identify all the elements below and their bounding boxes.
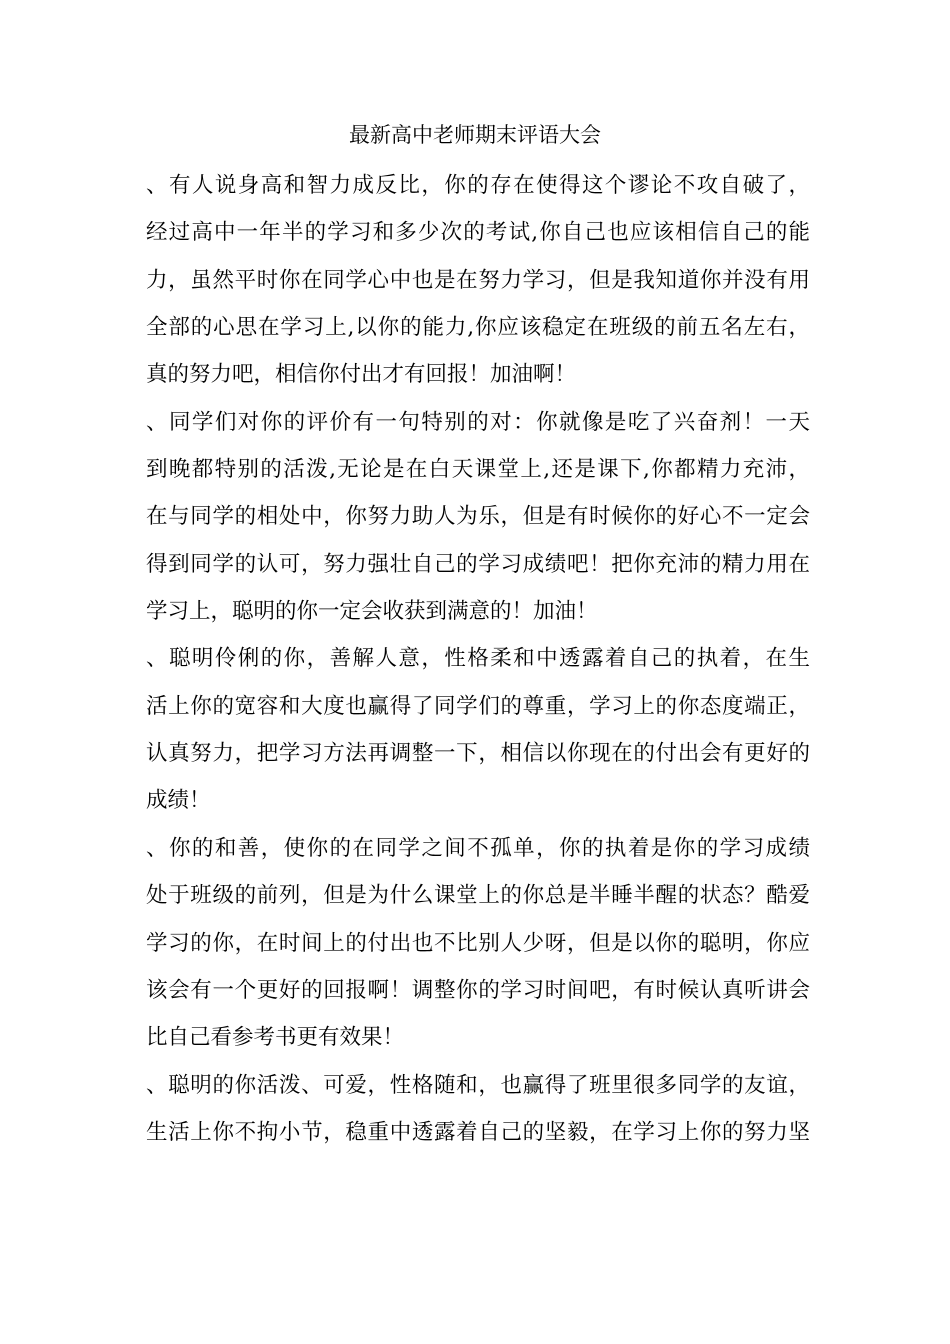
text-line-7: 到晚都特别的活泼,无论是在白天课堂上,还是课下,你都精力充沛， bbox=[146, 457, 810, 483]
text-line-19: 比自己看参考书更有效果！ bbox=[146, 1025, 405, 1051]
text-line-18: 该会有一个更好的回报啊！调整你的学习时间吧，有时候认真听讲会 bbox=[146, 977, 810, 1003]
text-line-15: 、你的和善，使你的在同学之间不孤单，你的执着是你的学习成绩 bbox=[146, 835, 810, 861]
text-line-9: 得到同学的认可，努力强壮自己的学习成绩吧！把你充沛的精力用在 bbox=[146, 551, 810, 577]
text-line-10: 学习上，聪明的你一定会收获到满意的！加油！ bbox=[146, 599, 598, 625]
text-line-20: 、聪明的你活泼、可爱，性格随和，也赢得了班里很多同学的友谊， bbox=[146, 1072, 810, 1098]
text-line-16: 处于班级的前列，但是为什么课堂上的你总是半睡半醒的状态？酷爱 bbox=[146, 883, 810, 909]
document-title: 最新高中老师期末评语大会 bbox=[349, 123, 601, 147]
text-line-12: 活上你的宽容和大度也赢得了同学们的尊重，学习上的你态度端正， bbox=[146, 693, 810, 719]
text-line-13: 认真努力，把学习方法再调整一下，相信以你现在的付出会有更好的 bbox=[146, 741, 810, 767]
text-line-1: 、有人说身高和智力成反比，你的存在使得这个谬论不攻自破了， bbox=[146, 173, 810, 198]
text-line-21: 生活上你不拘小节，稳重中透露着自己的坚毅，在学习上你的努力坚 bbox=[146, 1119, 810, 1145]
document-body bbox=[146, 166, 810, 1160]
text-line-17: 学习的你，在时间上的付出也不比别人少呀，但是以你的聪明，你应 bbox=[146, 930, 810, 956]
text-line-6: 、同学们对你的评价有一句特别的对：你就像是吃了兴奋剂！一天 bbox=[146, 409, 810, 435]
text-line-11: 、聪明伶俐的你，善解人意，性格柔和中透露着自己的执着，在生 bbox=[146, 646, 810, 672]
text-line-5: 真的努力吧，相信你付出才有回报！加油啊！ bbox=[146, 362, 577, 388]
text-line-8: 在与同学的相处中，你努力助人为乐，但是有时候你的好心不一定会 bbox=[146, 504, 810, 530]
text-line-3: 力，虽然平时你在同学心中也是在努力学习，但是我知道你并没有用 bbox=[146, 267, 810, 293]
text-line-4: 全部的心思在学习上,以你的能力,你应该稳定在班级的前五名左右， bbox=[146, 315, 810, 341]
text-line-14: 成绩！ bbox=[146, 788, 211, 814]
text-line-2: 经过高中一年半的学习和多少次的考试,你自己也应该相信自己的能 bbox=[146, 220, 810, 246]
